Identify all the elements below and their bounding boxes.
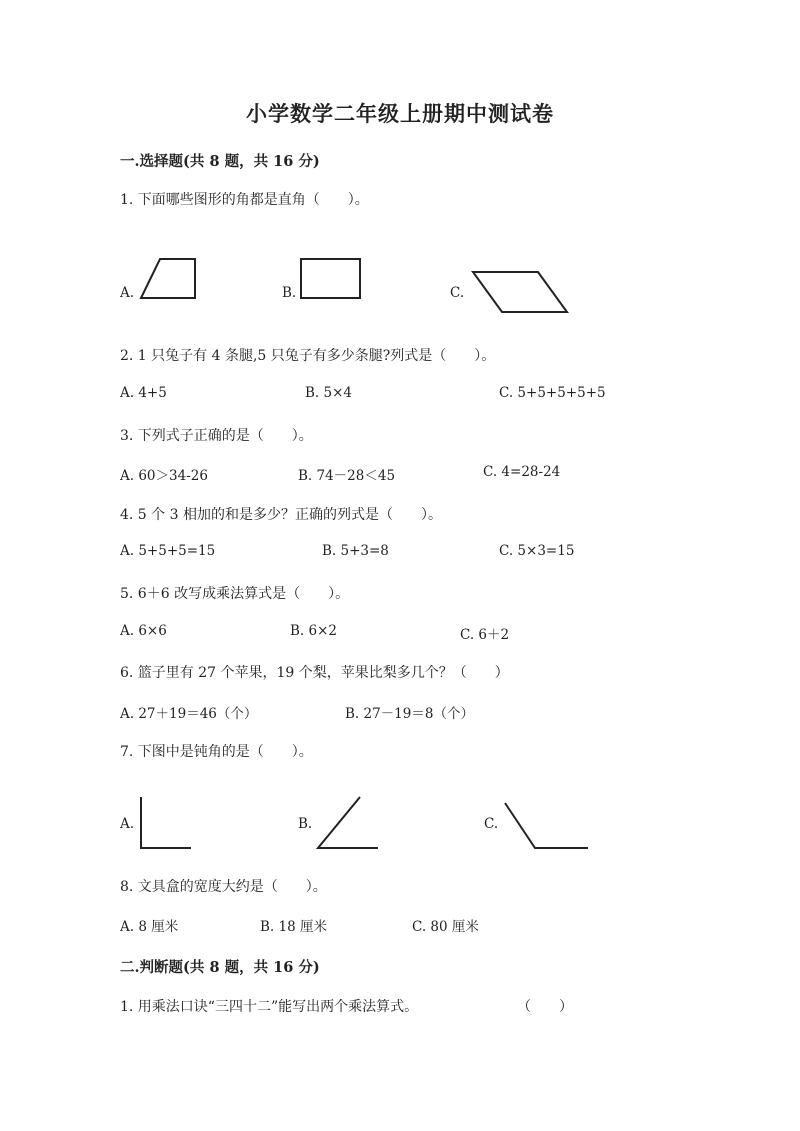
question-6: 6. 篮子里有 27 个苹果，19 个梨，苹果比梨多几个？（ ） — [120, 665, 509, 681]
judgement-question-1: 1. 用乘法口诀“三四十二”能写出两个乘法算式。 — [120, 999, 419, 1015]
q4-option-a: A. 5+5+5=15 — [120, 543, 216, 559]
page-title: 小学数学二年级上册期中测试卷 — [246, 101, 554, 126]
q8-option-b: B. 18 厘米 — [260, 919, 327, 935]
q3-option-b: B. 74－28＜45 — [298, 468, 396, 484]
question-4: 4. 5 个 3 相加的和是多少？正确的列式是（ ）。 — [120, 507, 442, 523]
q1-option-b: B. — [282, 285, 297, 301]
q7-option-b: B. — [298, 816, 313, 832]
question-5: 5. 6＋6 改写成乘法算式是（ ）。 — [120, 586, 350, 602]
q6-option-a: A. 27＋19＝46（个） — [120, 706, 258, 722]
q1-option-a: A. — [120, 285, 135, 301]
q5-option-a: A. 6×6 — [120, 623, 167, 639]
question-8: 8. 文具盒的宽度大约是（ ）。 — [120, 879, 327, 895]
q6-option-b: B. 27－19＝8（个） — [345, 706, 474, 722]
q2-option-a: A. 4+5 — [120, 385, 167, 401]
acute-angle-shape — [318, 797, 378, 848]
q8-option-a: A. 8 厘米 — [120, 919, 179, 935]
right-angle-shape — [141, 797, 191, 848]
q4-option-b: B. 5+3=8 — [322, 543, 389, 559]
q3-option-c: C. 4=28-24 — [483, 464, 561, 480]
section-heading-choice: 一.选择题(共 8 题，共 16 分) — [120, 153, 320, 170]
q7-option-c: C. — [484, 816, 499, 832]
question-2: 2. 1 只兔子有 4 条腿,5 只兔子有多少条腿?列式是（ ）。 — [120, 348, 496, 364]
q5-option-b: B. 6×2 — [290, 623, 337, 639]
q2-option-c: C. 5+5+5+5+5 — [499, 385, 606, 401]
obtuse-angle-shape — [505, 803, 588, 848]
q2-option-b: B. 5×4 — [305, 385, 352, 401]
question-1: 1. 下面哪些图形的角都是直角（ ）。 — [120, 192, 369, 208]
q3-option-a: A. 60＞34-26 — [120, 468, 208, 484]
q5-option-c: C. 6＋2 — [460, 627, 510, 643]
judgement-answer-bracket: （ ） — [517, 999, 573, 1015]
question-3: 3. 下列式子正确的是（ ）。 — [120, 428, 313, 444]
q8-option-c: C. 80 厘米 — [412, 919, 479, 935]
section-heading-judgement: 二.判断题(共 8 题，共 16 分) — [120, 959, 320, 976]
q4-option-c: C. 5×3=15 — [499, 543, 575, 559]
q1-option-c: C. — [450, 285, 465, 301]
q7-option-a: A. — [120, 816, 135, 832]
question-7: 7. 下图中是钝角的是（ ）。 — [120, 744, 313, 760]
